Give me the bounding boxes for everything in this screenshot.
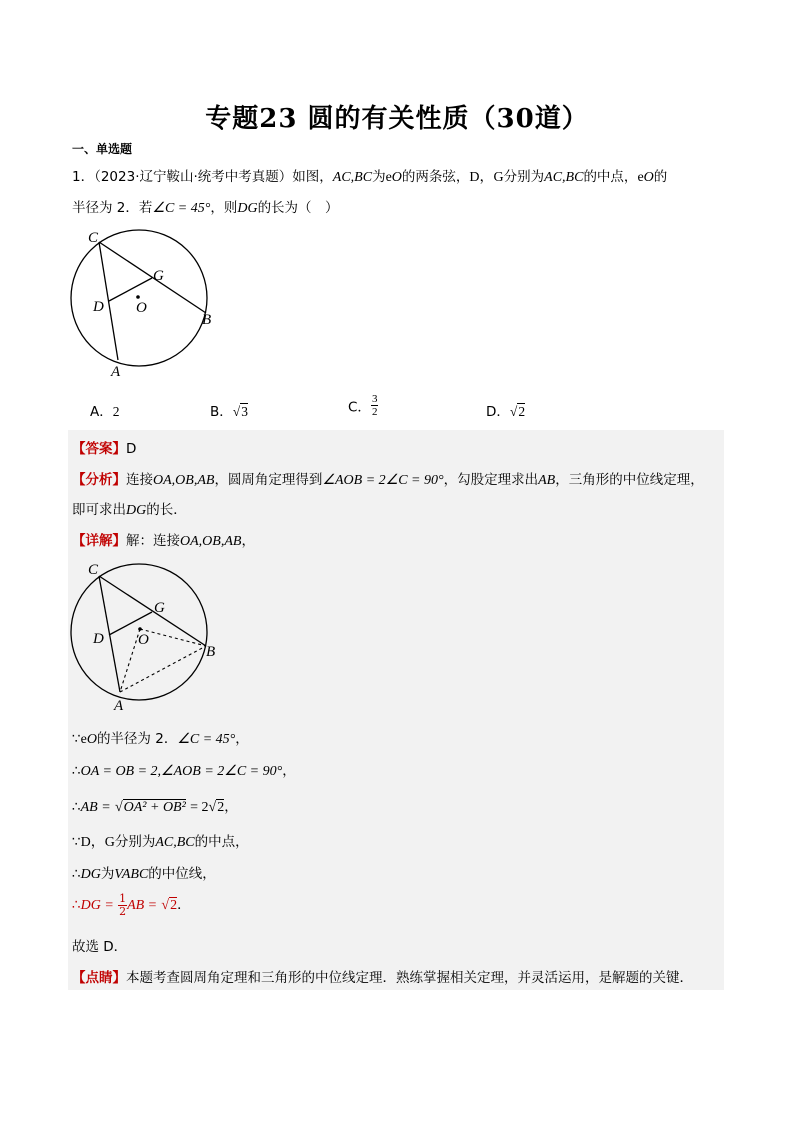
detail-text: 解：连接 [126, 533, 180, 549]
question-line-1 [72, 165, 667, 186]
math-circle-name: O [391, 170, 402, 185]
math-equation: ∠AOB = 2∠C = 90° [322, 473, 444, 488]
math-points: D，G [80, 835, 115, 850]
option-value: 2 [112, 404, 120, 419]
math-equation: DG = [80, 898, 114, 913]
step-7 [72, 935, 127, 955]
question-text: 的长为（ ） [257, 200, 339, 216]
math-segments: OA,OB,AB [180, 534, 242, 549]
answer-tag: 【答案】 [72, 441, 126, 457]
question-text: 的中点， [583, 169, 638, 185]
therefore-symbol: ∴ [72, 897, 81, 913]
question-text: 半径为 2．若 [72, 200, 153, 216]
section-heading: 一、单选题 [72, 142, 133, 156]
step-text: 故选 D． [72, 939, 128, 955]
analysis-text: 的长． [146, 502, 187, 518]
option-d [486, 400, 525, 420]
sqrt-sign: √ [509, 404, 518, 419]
option-c [348, 393, 378, 418]
solution-figure [68, 556, 233, 716]
therefore-symbol: ∴ [72, 866, 81, 882]
math-equation: OA = OB = 2,∠AOB = 2∠C = 90° [80, 764, 283, 779]
answer-line [72, 437, 136, 457]
option-label: C． [348, 399, 371, 416]
fraction-denominator: 2 [119, 905, 127, 918]
label-o: O [138, 632, 149, 648]
question-number: 1． [72, 169, 95, 185]
segment-dg [109, 278, 152, 301]
math-triangle: VABC [114, 867, 149, 882]
label-a: A [114, 698, 124, 714]
page-title: 专题23 圆的有关性质（30道） [205, 104, 589, 134]
fraction-numerator: 1 [119, 892, 127, 905]
label-g: G [153, 268, 164, 284]
label-o: O [136, 300, 147, 316]
step-5 [72, 862, 216, 883]
label-a: A [111, 364, 121, 380]
option-label: D． [486, 404, 510, 420]
analysis-tag: 【分析】 [72, 472, 126, 488]
step-text: ， [235, 731, 249, 747]
circle-symbol: e [637, 170, 644, 185]
step-text: 的中点， [194, 834, 249, 850]
label-c: C [88, 230, 99, 246]
circle-symbol: e [80, 732, 87, 747]
math-radicand: 2 [217, 800, 225, 815]
analysis-line-2 [72, 498, 187, 519]
step-text: ， [224, 799, 238, 815]
comment-line [72, 966, 693, 986]
label-d: D [93, 631, 104, 647]
detail-line-1 [72, 529, 255, 550]
option-a [90, 400, 120, 420]
analysis-text: 连接 [126, 472, 153, 488]
question-text: 分别为 [503, 169, 545, 185]
sqrt-sign: √ [232, 404, 241, 419]
analysis-text: ，勾股定理求出 [443, 472, 539, 488]
math-equation: AB = [127, 898, 158, 913]
question-text: 的 [653, 169, 668, 185]
math-equation: AB = [80, 800, 111, 815]
question-figure [68, 222, 228, 382]
math-circle-name: O [643, 170, 654, 185]
center-point [138, 627, 142, 631]
step-text: 分别为 [114, 834, 156, 850]
option-label: A． [90, 404, 113, 420]
sqrt-sign: √ [114, 800, 123, 815]
fraction-numerator: 3 [371, 393, 378, 405]
step-text: ， [282, 763, 296, 779]
step-text: 的半径为 2． [96, 731, 178, 747]
step-text: ． [177, 897, 191, 913]
analysis-line-1 [72, 468, 704, 489]
label-d: D [93, 299, 104, 315]
math-segments: OA,OB,AB [153, 473, 215, 488]
detail-tag: 【详解】 [72, 533, 126, 549]
step-1 [72, 727, 249, 748]
option-b [210, 400, 248, 420]
question-text: 为 [372, 169, 386, 185]
math-equation: = 2 [190, 800, 209, 815]
circle-symbol: e [385, 170, 392, 185]
sqrt-sign: √ [161, 898, 170, 913]
label-b: B [202, 312, 212, 328]
step-6 [72, 893, 191, 918]
option-label: B． [210, 404, 233, 420]
fraction [118, 893, 127, 918]
math-angle: ∠C = 45° [152, 201, 211, 216]
because-symbol: ∵ [72, 834, 81, 850]
question-text: ，则 [210, 200, 238, 216]
center-point [136, 295, 140, 299]
math-points: D，G [469, 170, 504, 185]
label-g: G [154, 600, 165, 616]
analysis-text: ，圆周角定理得到 [214, 472, 323, 488]
fraction-denominator: 2 [371, 406, 378, 418]
math-chords: AC,BC [544, 170, 584, 185]
question-source: （2023·辽宁鞍山·统考中考真题） [94, 169, 293, 185]
math-dg: DG [237, 201, 258, 216]
question-line-2 [72, 196, 339, 217]
step-2 [72, 759, 296, 780]
math-radicand: 2 [170, 898, 178, 913]
label-c: C [88, 562, 99, 578]
step-text: 的中位线， [148, 866, 216, 882]
step-4 [72, 830, 249, 851]
segment-ob [140, 629, 206, 646]
math-dg: DG [80, 867, 101, 882]
option-value: 3 [241, 404, 248, 419]
comment-tag: 【点睛】 [72, 970, 126, 986]
math-chords: AC,BC [155, 835, 195, 850]
math-ab: AB [538, 473, 556, 488]
therefore-symbol: ∴ [72, 799, 81, 815]
analysis-text: 即可求出 [72, 502, 126, 518]
math-circle-name: O [86, 732, 97, 747]
sqrt-sign: √ [208, 800, 217, 815]
answer-value: D [126, 441, 137, 457]
label-b: B [206, 644, 216, 660]
analysis-text: ，三角形的中位线定理， [555, 472, 704, 488]
step-text: 为 [100, 866, 115, 882]
math-chords: AC,BC [332, 170, 373, 185]
question-text: 的两条弦， [401, 169, 470, 185]
therefore-symbol: ∴ [72, 763, 81, 779]
step-3 [72, 795, 238, 816]
detail-text: ， [241, 533, 255, 549]
comment-text: 本题考查圆周角定理和三角形的中位线定理．熟练掌握相关定理，并灵活运用，是解题的关键． [126, 970, 693, 986]
math-radicand: OA² + OB² [123, 800, 186, 815]
option-value: 2 [518, 404, 526, 419]
therefore-symbol: ∵ [72, 731, 81, 747]
math-angle: ∠C = 45° [177, 732, 236, 747]
question-text: 如图， [292, 169, 333, 185]
math-dg: DG [126, 503, 147, 518]
fraction [371, 393, 379, 418]
